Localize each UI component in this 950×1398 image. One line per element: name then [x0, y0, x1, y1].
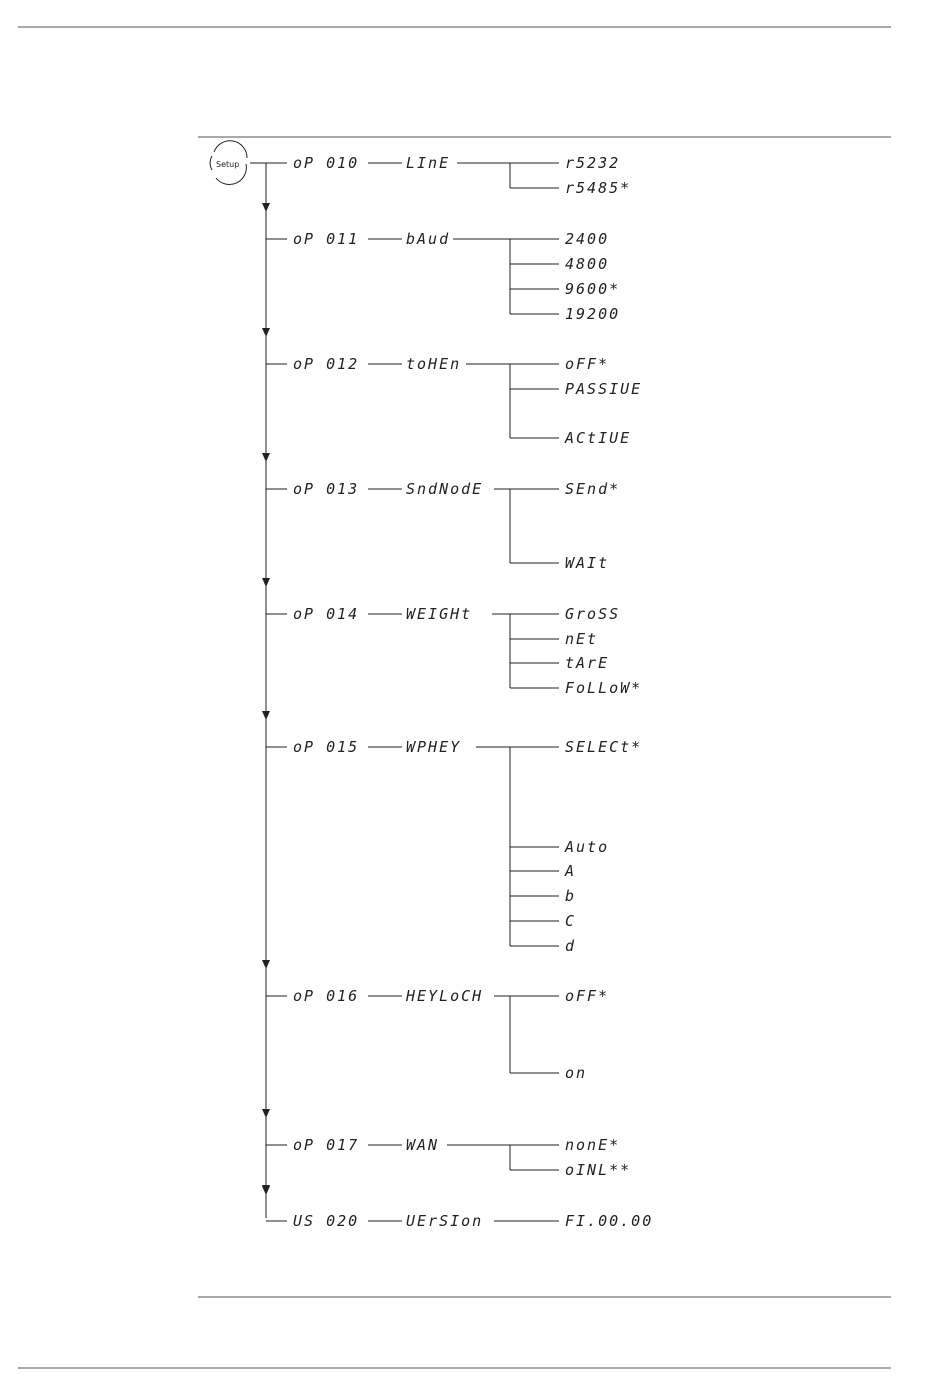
setup-key-label: Setup	[216, 160, 240, 169]
menu-option[interactable]: 9600*	[565, 280, 621, 298]
menu-code[interactable]: oP 015	[293, 738, 360, 756]
down-arrow-icon	[262, 960, 270, 969]
menu-name[interactable]: WPHEY	[406, 738, 462, 756]
menu-option[interactable]: 2400	[565, 230, 610, 248]
menu-option[interactable]: GroSS	[565, 605, 621, 623]
menu-group	[262, 328, 642, 447]
menu-name[interactable]: HEYLoCH	[406, 987, 484, 1005]
menu-option[interactable]: Auto	[565, 838, 610, 856]
menu-name[interactable]: WAN	[406, 1136, 440, 1154]
down-arrow-icon	[262, 1109, 270, 1118]
menu-option[interactable]: b	[565, 887, 577, 905]
menu-code[interactable]: oP 016	[293, 987, 360, 1005]
menu-option[interactable]: r5485*	[565, 179, 632, 197]
menu-option[interactable]: nonE*	[565, 1136, 621, 1154]
menu-option[interactable]: PASSIUE	[565, 380, 643, 398]
menu-group	[262, 203, 620, 323]
menu-option[interactable]: oINL**	[565, 1161, 632, 1179]
menu-option[interactable]: oFF*	[565, 987, 610, 1005]
menu-group	[262, 578, 642, 697]
menu-option[interactable]: FI.00.00	[565, 1212, 654, 1230]
menu-group	[262, 711, 642, 955]
menu-name[interactable]: UErSIon	[406, 1212, 484, 1230]
menu-code[interactable]: oP 013	[293, 480, 360, 498]
down-arrow-icon	[262, 203, 270, 212]
menu-group	[262, 1185, 653, 1230]
down-arrow-icon	[262, 578, 270, 587]
menu-option[interactable]: on	[565, 1064, 588, 1082]
menu-group	[262, 1109, 631, 1179]
menu-name[interactable]: bAud	[406, 230, 451, 248]
menu-option[interactable]: A	[565, 862, 577, 880]
menu-option[interactable]: SELECt*	[565, 738, 643, 756]
menu-option[interactable]: oFF*	[565, 355, 610, 373]
menu-name[interactable]: toHEn	[406, 355, 462, 373]
menu-tree	[250, 154, 653, 1230]
menu-code[interactable]: oP 017	[293, 1136, 360, 1154]
menu-group	[262, 960, 609, 1082]
menu-option[interactable]: SEnd*	[565, 480, 621, 498]
menu-name[interactable]: SndNodE	[406, 480, 484, 498]
menu-option[interactable]: 19200	[565, 305, 621, 323]
menu-option[interactable]: FoLLoW*	[565, 679, 643, 697]
menu-code[interactable]: oP 011	[293, 230, 360, 248]
menu-group	[266, 154, 631, 197]
menu-option[interactable]: WAIt	[565, 554, 610, 572]
menu-name[interactable]: LInE	[406, 154, 451, 172]
menu-option[interactable]: d	[565, 937, 577, 955]
down-arrow-icon	[262, 328, 270, 337]
menu-option[interactable]: nEt	[565, 630, 599, 648]
menu-code[interactable]: oP 010	[293, 154, 360, 172]
menu-code[interactable]: oP 014	[293, 605, 360, 623]
menu-group	[262, 453, 620, 572]
menu-option[interactable]: 4800	[565, 255, 610, 273]
down-arrow-icon	[262, 1186, 270, 1195]
menu-code[interactable]: US 020	[293, 1212, 360, 1230]
setup-key-icon[interactable]	[210, 141, 247, 185]
menu-option[interactable]: C	[565, 912, 577, 930]
down-arrow-icon	[262, 453, 270, 462]
down-arrow-icon	[262, 711, 270, 720]
menu-option[interactable]: tArE	[565, 654, 610, 672]
menu-option[interactable]: ACtIUE	[565, 429, 632, 447]
menu-name[interactable]: WEIGHt	[406, 605, 473, 623]
menu-option[interactable]: r5232	[565, 154, 621, 172]
menu-code[interactable]: oP 012	[293, 355, 360, 373]
